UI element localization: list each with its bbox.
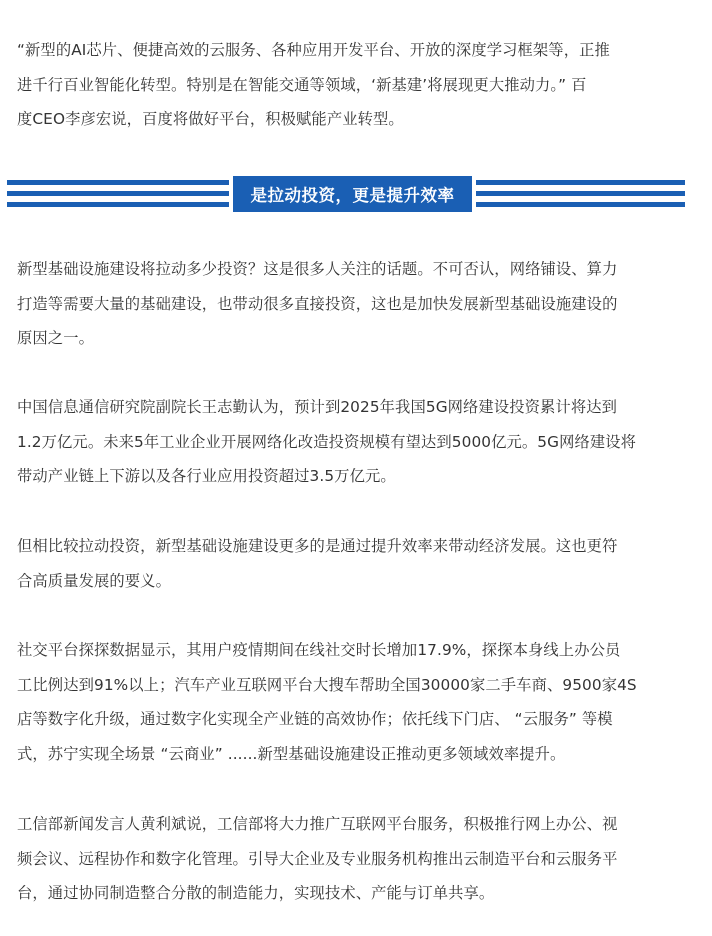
text-line: 度CEO李彦宏说，百度将做好平台，积极赋能产业转型。 <box>17 110 404 128</box>
text-line: 台，通过协同制造整合分散的制造能力，实现技术、产能与订单共享。 <box>17 884 495 902</box>
text-line: 工比例达到91%以上；汽车产业互联网平台大搜车帮助全国30000家二手车商、9500家4S <box>17 675 637 694</box>
paragraph-investment-question <box>17 252 695 356</box>
text-line: 式，苏宁实现全场景 “云商业” ......新型基础设施建设正推动更多领域效率提升。 <box>17 744 566 763</box>
text-line: 工信部新闻发言人黄利斌说，工信部将大力推广互联网平台服务，积极推行网上办公、视 <box>17 815 618 833</box>
text-line: 频会议、远程协作和数字化管理。引导大企业及专业服务机构推出云制造平台和云服务平 <box>17 849 618 868</box>
text-line: 打造等需要大量的基础建设，也带动很多直接投资，这也是加快发展新型基础设施建设的 <box>17 294 618 313</box>
text-line: 店等数字化升级，通过数字化实现全产业链的高效协作；依托线下门店、 “云服务” 等模 <box>17 710 613 728</box>
intro-quote-paragraph <box>17 33 695 137</box>
text-line: 中国信息通信研究院副院长王志勤认为，预计到2025年我国5G网络建设投资累计将达到 <box>17 398 618 416</box>
section-title: 是拉动投资，更是提升效率 <box>250 186 455 205</box>
paragraph-efficiency <box>17 529 695 598</box>
paragraph-platform-examples <box>17 633 695 771</box>
paragraph-5g-investment <box>17 390 695 494</box>
text-line: 社交平台探探数据显示，其用户疫情期间在线社交时长增加17.9%，探探本身线上办公员 <box>17 641 621 659</box>
paragraph-miit-statement <box>17 807 695 911</box>
section-header-banner <box>7 176 685 212</box>
text-line: 原因之一。 <box>17 329 94 347</box>
text-line: 1.2万亿元。未来5年工业企业开展网络化改造投资规模有望达到5000亿元。5G网络建设将 <box>17 432 637 451</box>
text-line: “新型的AI芯片、便捷高效的云服务、各种应用开发平台、开放的深度学习框架等，正推 <box>17 41 610 59</box>
text-line: 带动产业链上下游以及各行业应用投资超过3.5万亿元。 <box>17 467 396 485</box>
text-line: 但相比较拉动投资，新型基础设施建设更多的是通过提升效率来带动经济发展。这也更符 <box>17 537 618 555</box>
section-title-box <box>233 176 472 212</box>
text-line: 新型基础设施建设将拉动多少投资？这是很多人关注的话题。不可否认，网络铺设、算力 <box>17 260 618 278</box>
text-line: 合高质量发展的要义。 <box>17 571 171 590</box>
text-line: 进千行百业智能化转型。特别是在智能交通等领域，‘新基建’将展现更大推动力。” 百 <box>17 75 587 94</box>
